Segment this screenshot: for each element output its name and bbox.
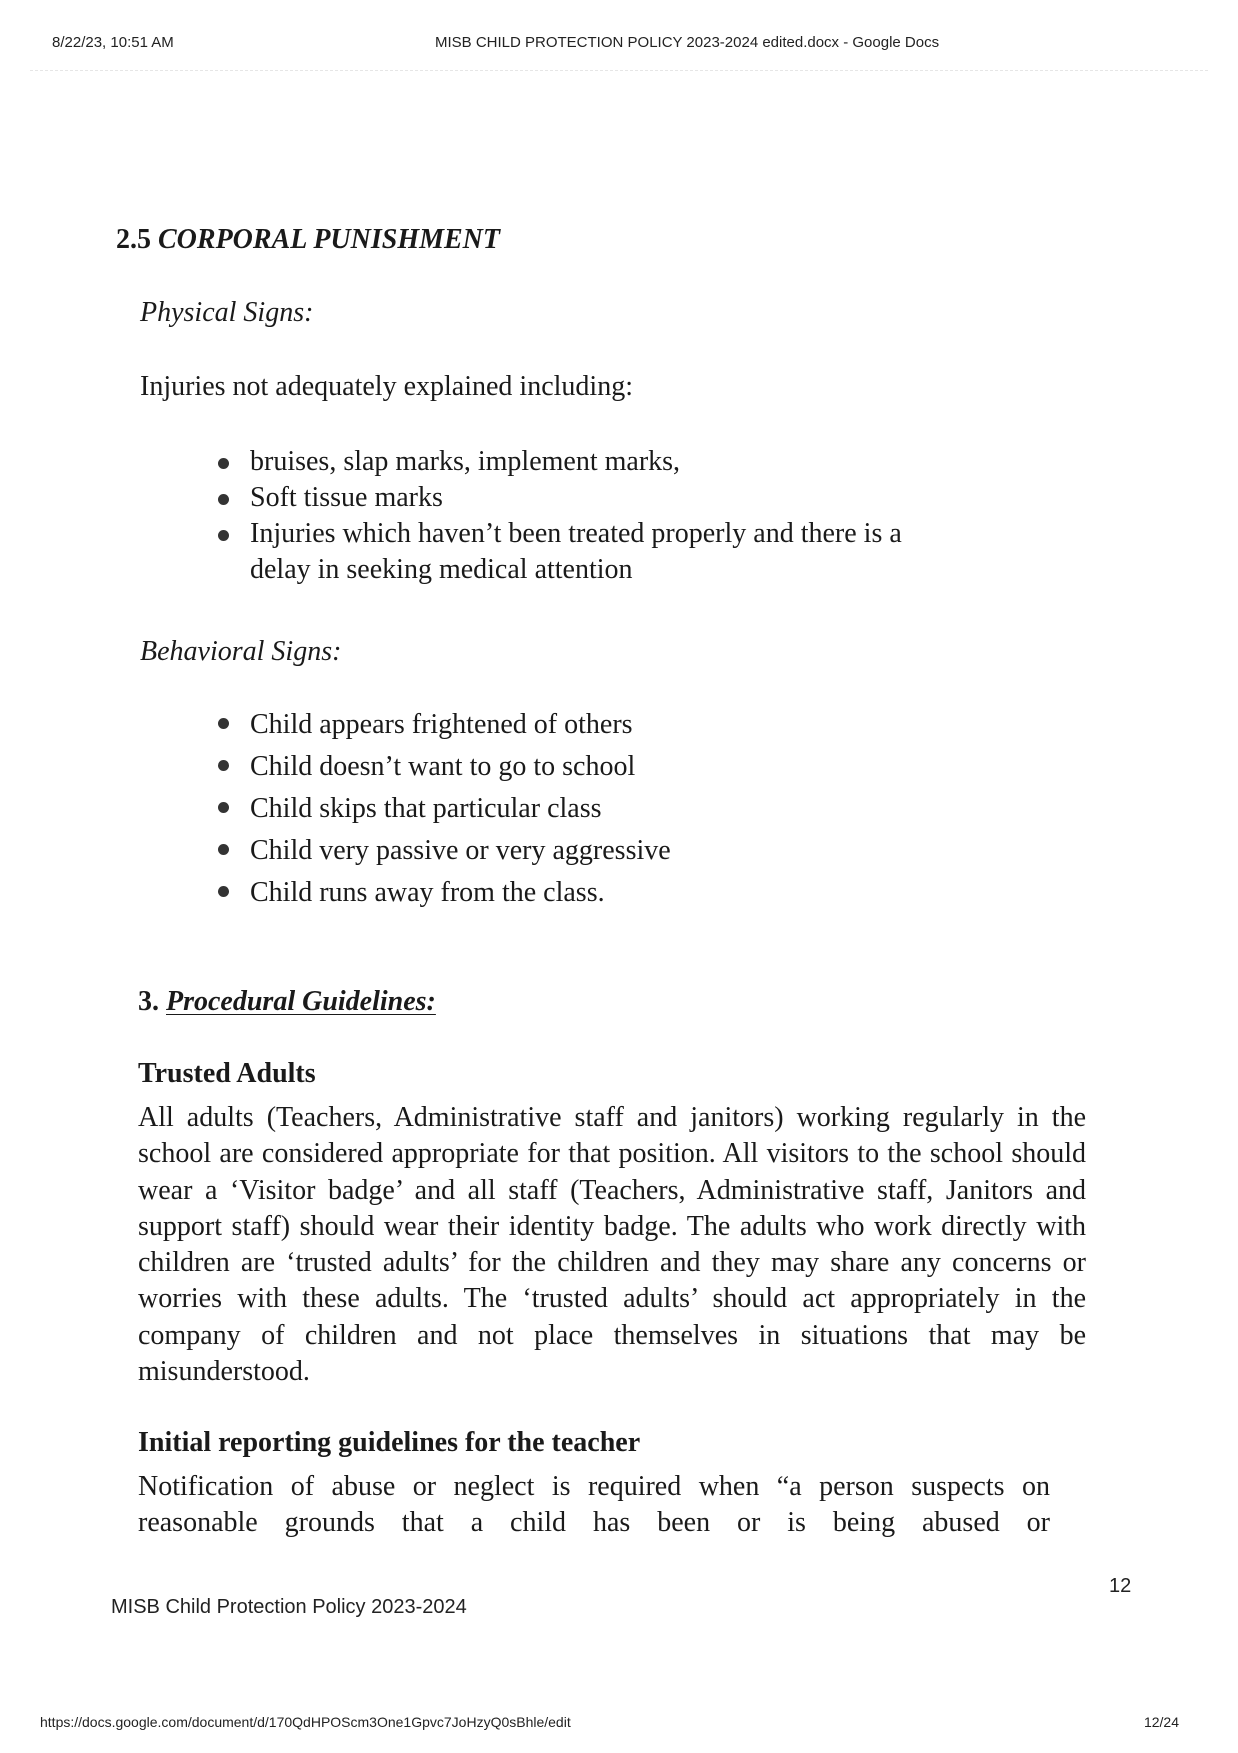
bullet-icon [218, 530, 229, 541]
list-item: Child runs away from the class. [212, 872, 671, 914]
section-2-5-title: CORPORAL PUNISHMENT [158, 224, 501, 255]
list-item: Soft tissue marks [212, 480, 902, 516]
injuries-intro: Injuries not adequately explained including: [140, 371, 633, 402]
print-header [52, 34, 1186, 56]
initial-reporting-heading: Initial reporting guidelines for the teacher [138, 1427, 641, 1458]
list-item: bruises, slap marks, implement marks, [212, 444, 902, 480]
section-3-heading [138, 986, 436, 1018]
bullet-icon [218, 844, 229, 855]
list-item-continuation: delay in seeking medical attention [250, 554, 633, 585]
section-2-5-heading [116, 224, 500, 256]
print-url: https://docs.google.com/document/d/170QdHPOScm3One1Gpvc7JoHzyQ0sBhle/edit [40, 1714, 571, 1730]
bullet-icon [218, 458, 229, 469]
physical-signs-list [212, 444, 902, 588]
section-2-5-number: 2.5 [116, 224, 151, 255]
list-item: Injuries which haven’t been treated properly and there is a [212, 516, 902, 552]
list-item: Child skips that particular class [212, 788, 671, 830]
initial-reporting-paragraph: Notification of abuse or neglect is required when “a person suspects on reasonable grounds that a child has been or is being abused or [138, 1471, 1050, 1538]
list-item: Child very passive or very aggressive [212, 830, 671, 872]
list-item: Child doesn’t want to go to school [212, 746, 671, 788]
trusted-adults-paragraph: All adults (Teachers, Administrative staff and janitors) working regularly in the school are considered appropriate for that position. All visitors to the school should wear a ‘Visitor badge’ and all staff (Teachers, Administrative staff, Janitors and support staff) should wear their identity badge. The adults who work directly with children are ‘trusted adults’ for the children and they may share any concerns or worries with these adults. The ‘trusted adults’ should act appropriately in the company of children and not place themselves in situations that may be misunderstood. [138, 1102, 1086, 1388]
bullet-icon [218, 802, 229, 813]
physical-signs-label: Physical Signs: [140, 297, 314, 328]
behavioral-signs-label: Behavioral Signs: [140, 636, 342, 667]
list-item: Child appears frightened of others [212, 704, 671, 746]
print-page-count: 12/24 [1143, 1714, 1179, 1730]
bullet-icon [218, 760, 229, 771]
section-3-title: Procedural Guidelines: [166, 986, 436, 1017]
bullet-icon [218, 886, 229, 897]
footer-document-title: MISB Child Protection Policy 2023-2024 [111, 1596, 467, 1618]
header-divider [30, 70, 1208, 71]
page-number: 12 [1109, 1575, 1132, 1597]
section-3-number: 3. [138, 986, 159, 1017]
bullet-icon [218, 494, 229, 505]
behavioral-signs-list [212, 704, 671, 914]
print-datetime: 8/22/23, 10:51 AM [52, 34, 174, 51]
trusted-adults-heading: Trusted Adults [138, 1058, 316, 1089]
bullet-icon [218, 718, 229, 729]
print-document-title: MISB CHILD PROTECTION POLICY 2023-2024 edited.docx - Google Docs [435, 34, 940, 51]
